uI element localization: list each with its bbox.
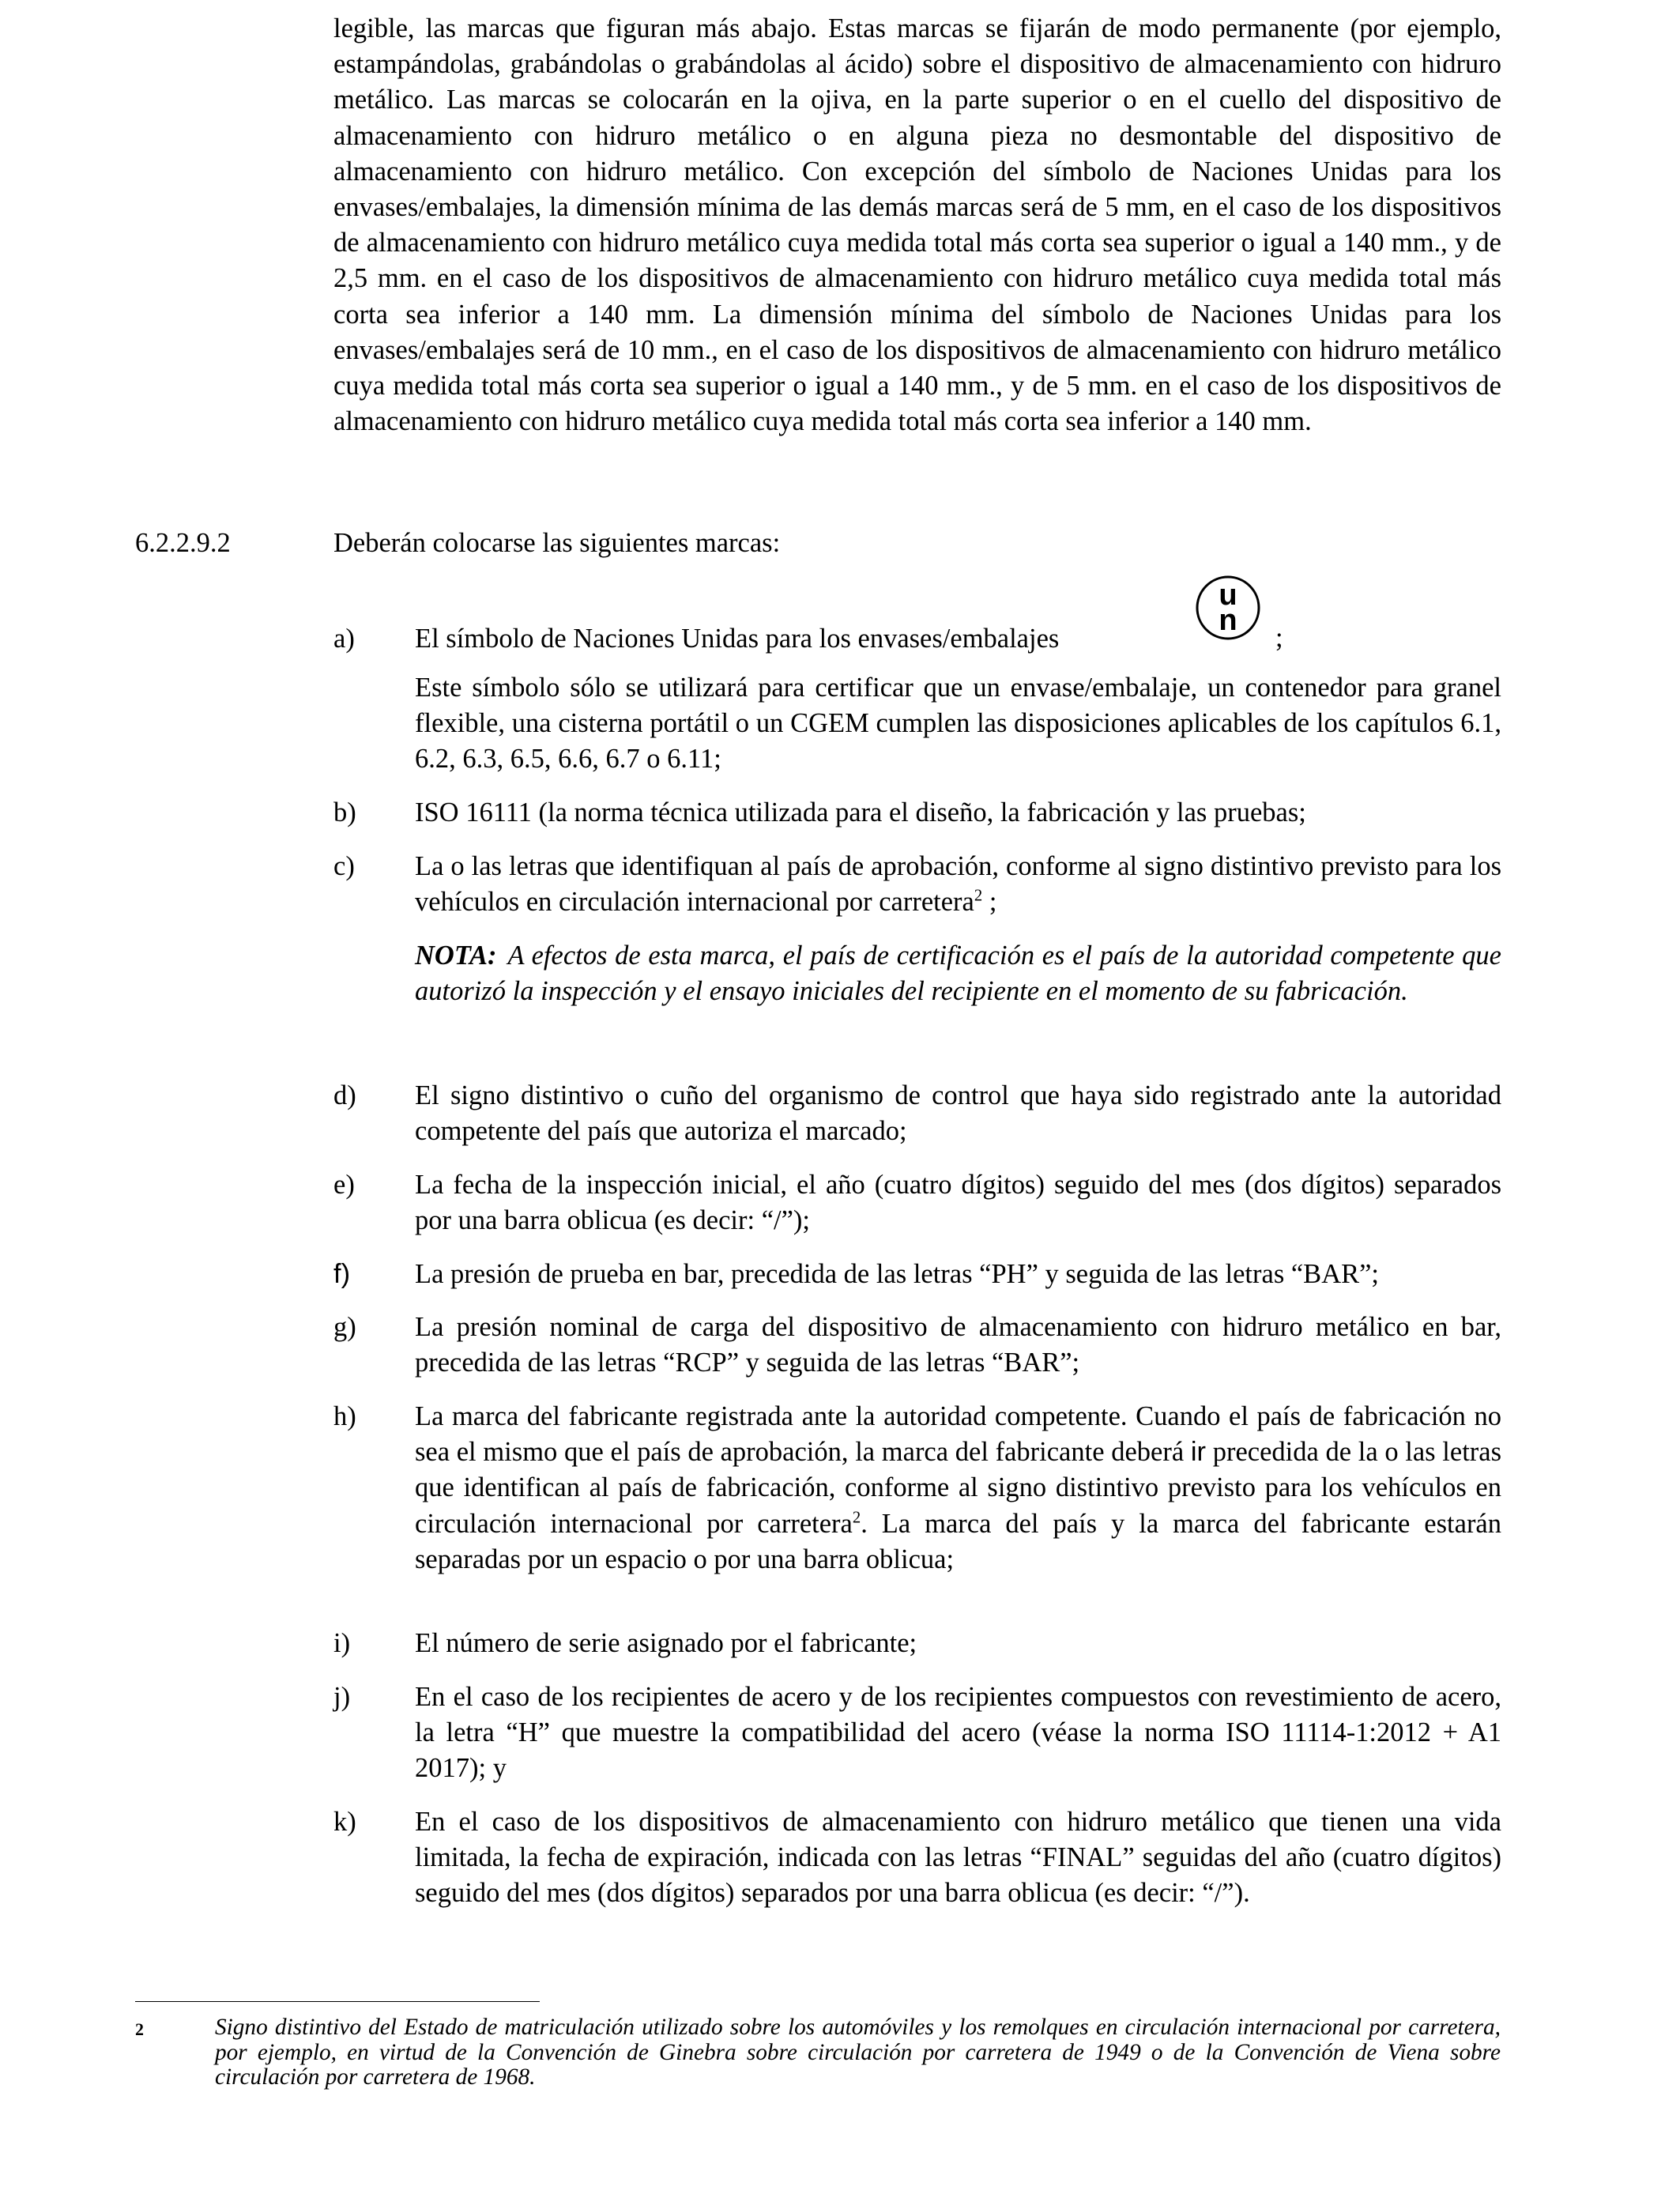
item-letter: k) <box>333 1807 356 1837</box>
item-text: El número de serie asignado por el fabricante; <box>415 1628 917 1658</box>
item-a-semicolon: ; <box>1275 623 1283 653</box>
note-text: A efectos de esta marca, el país de certificación es el país de la autoridad competente que autorizó la inspección y el ensayo iniciales del recipiente en el momento de su fabricación. <box>415 941 1501 1007</box>
un-symbol-letter-u: u <box>1219 579 1237 612</box>
item-text: La fecha de la inspección inicial, el año (cuatro dígitos) seguido del mes (dos dígitos) separados por una barra oblicua (es decir: “/”); <box>415 1170 1501 1236</box>
footnote-number: 2 <box>135 2019 144 2039</box>
list-item-k <box>333 1804 1501 1912</box>
list-item-e <box>333 1167 1501 1238</box>
item-text: En el caso de los recipientes de acero y de los recipientes compuestos con revestimiento de acero, la letra “H” que muestre la compatibilidad del acero (véase la norma ISO 11114-1:2012 + A1 2017); y <box>415 1682 1501 1784</box>
item-letter: g) <box>333 1312 356 1342</box>
list-item-c <box>333 849 1501 920</box>
un-symbol-letter-n: n <box>1219 604 1237 637</box>
item-letter: f) <box>333 1259 351 1289</box>
list-item-g <box>333 1310 1501 1381</box>
list-item-b <box>333 795 1501 831</box>
item-letter: b) <box>333 797 356 827</box>
item-letter: e) <box>333 1170 355 1200</box>
footnote-ref: 2 <box>852 1509 861 1527</box>
item-letter: a) <box>333 624 355 654</box>
footnote-text: Signo distintivo del Estado de matriculación utilizado sobre los automóviles y los remolques en circulación internacional por carretera, por ejemplo, en virtud de la Convención de Ginebra sobre circulación por carretera de 1949 o de la Convención de Viena sobre circulación por carretera de 1968. <box>215 2015 1501 2090</box>
list-item-f <box>333 1257 1501 1292</box>
item-letter: i) <box>333 1628 351 1658</box>
section-number: 6.2.2.9.2 <box>135 528 231 558</box>
item-h-word: ir <box>1190 1437 1206 1468</box>
item-letter: c) <box>333 851 355 881</box>
list-item-a <box>333 621 1501 657</box>
item-h-text-middle: precedida de la o las letras que identifican al país de fabricación, conforme al signo distintivo previsto para los vehículos en circulación internacional por carretera <box>415 1437 1502 1539</box>
item-letter: j) <box>333 1682 351 1712</box>
item-text <box>415 1399 1501 1578</box>
item-letter: d) <box>333 1080 356 1110</box>
item-text: La presión nominal de carga del dispositivo de almacenamiento con hidruro metálico en bar, precedida de las letras “RCP” y seguida de las letras “BAR”; <box>415 1312 1501 1378</box>
item-text: El signo distintivo o cuño del organismo de control que haya sido registrado ante la autoridad competente del país que autoriza el marcado; <box>415 1080 1501 1147</box>
item-text: El símbolo de Naciones Unidas para los envases/embalajes <box>415 624 1060 654</box>
item-c-text: La o las letras que identifiquan al país de aprobación, conforme al signo distintivo previsto para los vehículos en circulación internacional por carretera <box>415 851 1501 918</box>
footnote-ref: 2 <box>974 887 983 905</box>
item-a-detail: Este símbolo sólo se utilizará para certificar que un envase/embalaje, un contenedor para granel flexible, una cisterna portátil o un CGEM cumplen las disposiciones aplicables de los capítulos 6.1, 6.2, 6.3, 6.5, 6.6, 6.7 o 6.11; <box>415 673 1501 775</box>
note-block <box>415 938 1501 1009</box>
footnote-separator <box>135 2001 540 2002</box>
item-text <box>415 849 1501 920</box>
item-c-suffix: ; <box>982 887 997 918</box>
item-text: En el caso de los dispositivos de almacenamiento con hidruro metálico que tienen una vida limitada, la fecha de expiración, indicada con las letras “FINAL” seguidas del año (cuatro dígitos) seguido del mes (dos dígitos) separados por una barra oblicua (es decir: “/”). <box>415 1807 1501 1909</box>
item-h-text-after: . La marca del país y la marca del fabricante estarán separadas por un espacio o por una barra oblicua; <box>415 1508 1501 1574</box>
section-title: Deberán colocarse las siguientes marcas: <box>333 528 781 558</box>
list-item-j <box>333 1679 1501 1787</box>
item-letter: h) <box>333 1401 356 1431</box>
item-text: La presión de prueba en bar, precedida de las letras “PH” y seguida de las letras “BAR”; <box>415 1259 1380 1289</box>
list-item-i <box>333 1626 1501 1661</box>
list-item-h <box>333 1399 1501 1578</box>
item-h-text-before: La marca del fabricante registrada ante la autoridad competente. Cuando el país de fabricación no sea el mismo que el país de aprobación, la marca del fabricante deberá <box>415 1401 1501 1468</box>
item-text: ISO 16111 (la norma técnica utilizada para el diseño, la fabricación y las pruebas; <box>415 797 1306 827</box>
note-label: NOTA: <box>415 941 497 971</box>
un-packaging-symbol <box>1195 575 1261 641</box>
continuation-paragraph: legible, las marcas que figuran más abajo. Estas marcas se fijarán de modo permanente (por ejemplo, estampándolas, grabándolas o grabándolas al ácido) sobre el dispositivo de almacenamiento con hidruro metálico. Las marcas se colocarán en la ojiva, en la parte superior o en el cuello del dispositivo de almacenamiento con hidruro metálico o en alguna pieza no desmontable del dispositivo de almacenamiento con hidruro metálico. Con excepción del símbolo de Naciones Unidas para los envases/embalajes, la dimensión mínima de las demás marcas será de 5 mm, en el caso de los dispositivos de almacenamiento con hidruro metálico cuya medida total más corta sea superior o igual a 140 mm., y de 2,5 mm. en el caso de los dispositivos de almacenamiento con hidruro metálico cuya medida total más corta sea inferior a 140 mm. La dimensión mínima del símbolo de Naciones Unidas para los envases/embalajes será de 10 mm., en el caso de los dispositivos de almacenamiento con hidruro metálico cuya medida total más corta sea superior o igual a 140 mm., y de 5 mm. en el caso de los dispositivos de almacenamiento con hidruro metálico cuya medida total más corta sea inferior a 140 mm. <box>333 13 1501 437</box>
list-item-d <box>333 1078 1501 1149</box>
